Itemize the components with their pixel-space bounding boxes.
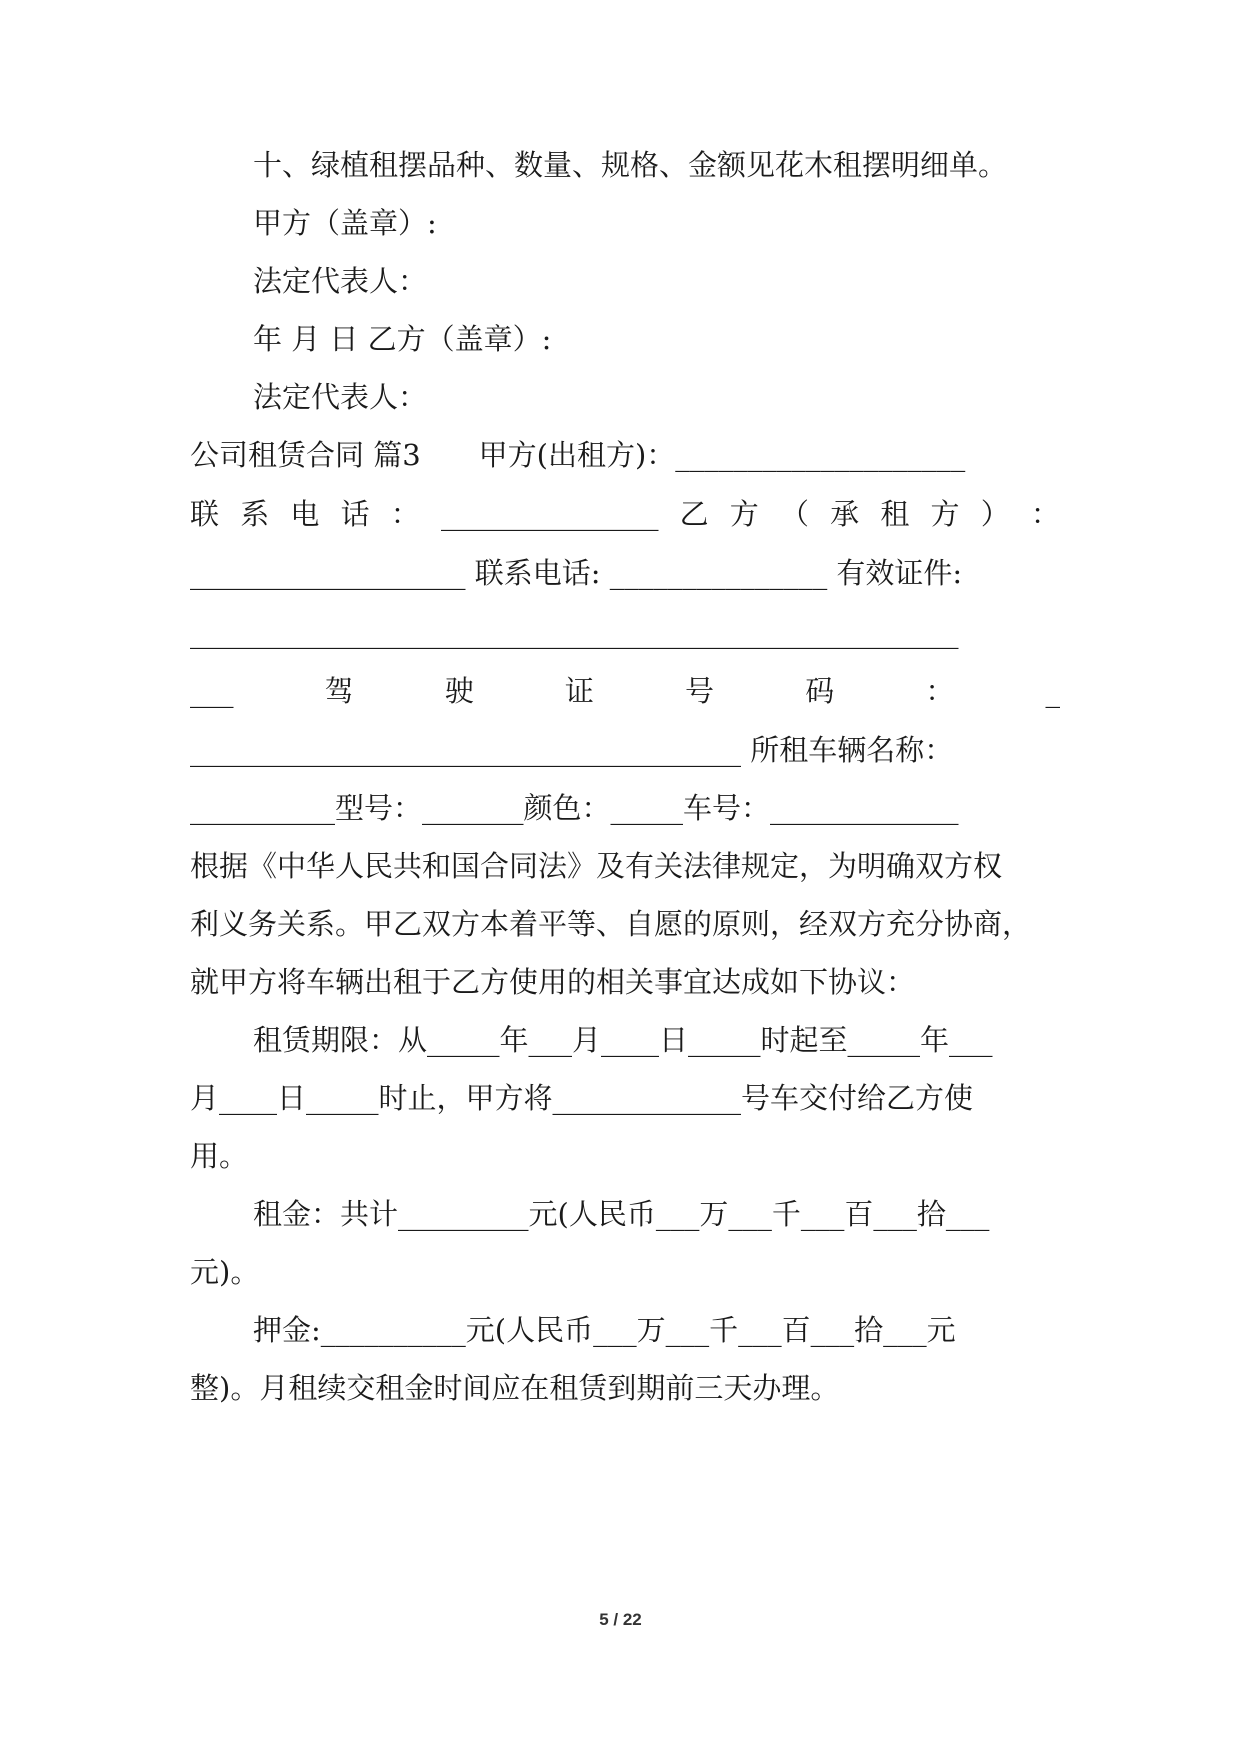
text-segment: ） xyxy=(980,497,1010,531)
deposit-line-2: 整)。月租续交租金时间应在租赁到期前三天办理。 xyxy=(190,1371,840,1405)
text-segment: ： xyxy=(390,497,420,531)
text-segment: ： xyxy=(925,674,955,708)
blank-field: ___ xyxy=(190,674,234,708)
phone-lessee-line xyxy=(190,494,1060,534)
rent-line-1: 租金：共计_________元(人民币___万___千___百___拾___ xyxy=(253,1197,990,1231)
contract-title-lessor: 公司租赁合同 篇3 甲方(出租方)：____________________ xyxy=(190,438,966,472)
text-segment: （ xyxy=(779,497,809,531)
lease-term-line-1: 租赁期限：从_____年___月____日_____时起至_____年___ xyxy=(253,1023,993,1057)
text-segment: 证 xyxy=(564,674,594,708)
text-segment: 联 xyxy=(190,497,220,531)
text-segment: 电 xyxy=(290,497,320,531)
preamble-line-3: 就甲方将车辆出租于乙方使用的相关事宜达成如下协议： xyxy=(190,965,916,999)
text-segment: 话 xyxy=(340,497,370,531)
lease-term-line-3: 用。 xyxy=(190,1139,249,1173)
vehicle-name-line: ______________________________________ 所租车辆名称： xyxy=(190,733,954,767)
text-segment: 租 xyxy=(880,497,910,531)
text-segment: 码 xyxy=(805,674,835,708)
party-a-representative: 法定代表人： xyxy=(253,264,428,298)
text-segment: 乙 xyxy=(679,497,709,531)
page-number: 5 / 22 xyxy=(599,1610,642,1629)
blank-field: _______________ xyxy=(440,497,659,531)
blank-line: _____________________________________________________ xyxy=(190,615,959,649)
preamble-line-2: 利义务关系。甲乙双方本着平等、自愿的原则，经双方充分协商， xyxy=(190,907,1032,941)
text-segment: 号 xyxy=(685,674,715,708)
party-b-representative: 法定代表人： xyxy=(253,380,428,414)
text-segment: 方 xyxy=(729,497,759,531)
text-segment: 驶 xyxy=(444,674,474,708)
lessee-phone-id-line: ___________________ 联系电话: _______________ 有效证件: xyxy=(190,556,963,590)
deposit-line-1: 押金:__________元(人民币___万___千___百___拾___元 xyxy=(253,1313,956,1347)
text-segment: 承 xyxy=(830,497,860,531)
text-segment: 方 xyxy=(930,497,960,531)
clause-ten: 十、绿植租摆品种、数量、规格、金额见花木租摆明细单。 xyxy=(253,148,1008,182)
rent-line-2: 元)。 xyxy=(190,1255,260,1289)
vehicle-model-line: __________型号：_______颜色：_____车号：_____________ xyxy=(190,791,959,825)
blank-field: _ xyxy=(1045,674,1060,708)
party-a-seal: 甲方（盖章）: xyxy=(253,206,437,240)
lease-term-line-2: 月____日_____时止，甲方将_____________号车交付给乙方使 xyxy=(190,1081,974,1115)
driver-license-line xyxy=(190,671,1060,711)
preamble-line-1: 根据《中华人民共和国合同法》及有关法律规定，为明确双方权 xyxy=(190,849,1003,883)
text-segment: ： xyxy=(1030,497,1060,531)
text-segment: 驾 xyxy=(324,674,354,708)
date-party-b-seal: 年 月 日 乙方（盖章）: xyxy=(253,322,552,356)
text-segment: 系 xyxy=(240,497,270,531)
